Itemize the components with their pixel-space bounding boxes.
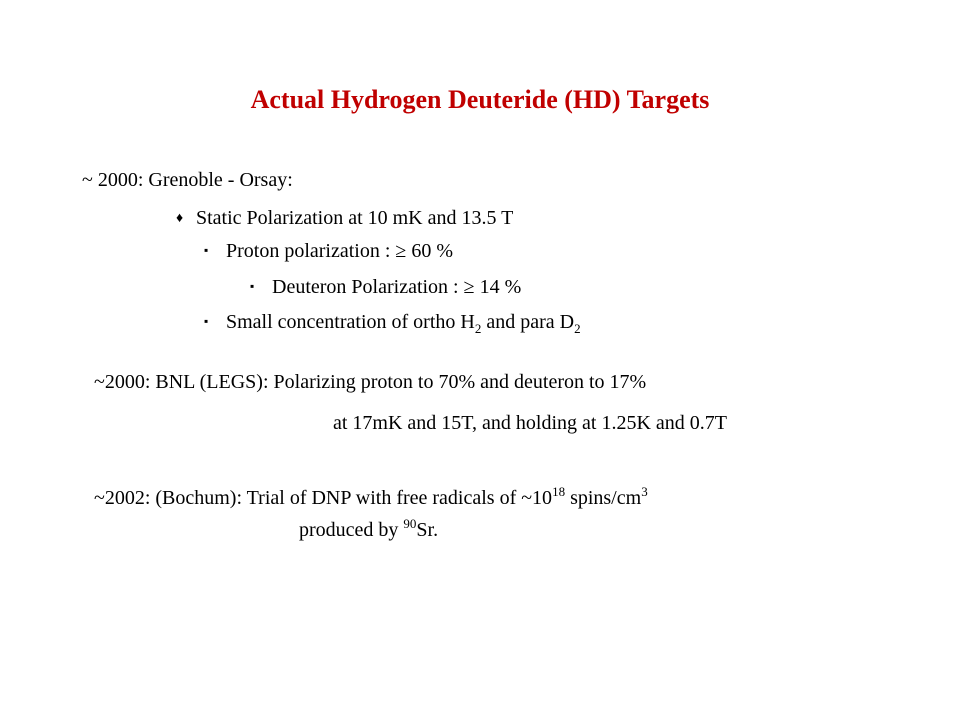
static-polarization-item	[176, 206, 513, 231]
ortho-prefix: Small concentration of ortho H	[226, 311, 475, 333]
ortho-subscript: 2	[474, 321, 482, 336]
static-polarization-text: Static Polarization at 10 mK and 13.5 T	[196, 207, 514, 229]
para-subscript: 2	[574, 321, 581, 336]
diamond-bullet-icon: ♦	[176, 211, 184, 226]
bochum-line2-prefix: produced by	[299, 519, 404, 541]
bochum-line-1	[94, 486, 648, 510]
bochum-line2-suffix: Sr.	[416, 519, 439, 541]
grenoble-heading: ~ 2000: Grenoble - Orsay:	[82, 169, 293, 191]
square-bullet-icon: ▪	[250, 279, 255, 293]
ortho-para-item	[204, 309, 581, 334]
bochum-line2-superscript: 90	[403, 516, 417, 531]
square-bullet-icon: ▪	[204, 314, 209, 328]
ortho-middle: and para D	[481, 311, 575, 333]
bochum-line-2	[299, 518, 438, 542]
square-bullet-icon: ▪	[204, 243, 209, 257]
bnl-line-2: at 17mK and 15T, and holding at 1.25K and 0.7T	[333, 412, 728, 434]
deuteron-polarization-item	[250, 274, 521, 299]
bnl-line-1: ~2000: BNL (LEGS): Polarizing proton to 70% and deuteron to 17%	[94, 371, 647, 393]
bochum-prefix: ~2002: (Bochum): Trial of DNP with free radicals of ~10	[94, 487, 553, 509]
bochum-middle: spins/cm	[565, 487, 642, 509]
ortho-para-text	[226, 311, 581, 336]
proton-polarization-item	[204, 238, 453, 263]
deuteron-polarization-text: Deuteron Polarization : ≥ 14 %	[272, 276, 522, 298]
bochum-exponent-2: 3	[641, 484, 648, 499]
proton-polarization-text: Proton polarization : ≥ 60 %	[226, 240, 454, 262]
bochum-exponent-1: 18	[552, 484, 566, 499]
slide-title: Actual Hydrogen Deuteride (HD) Targets	[250, 85, 710, 114]
